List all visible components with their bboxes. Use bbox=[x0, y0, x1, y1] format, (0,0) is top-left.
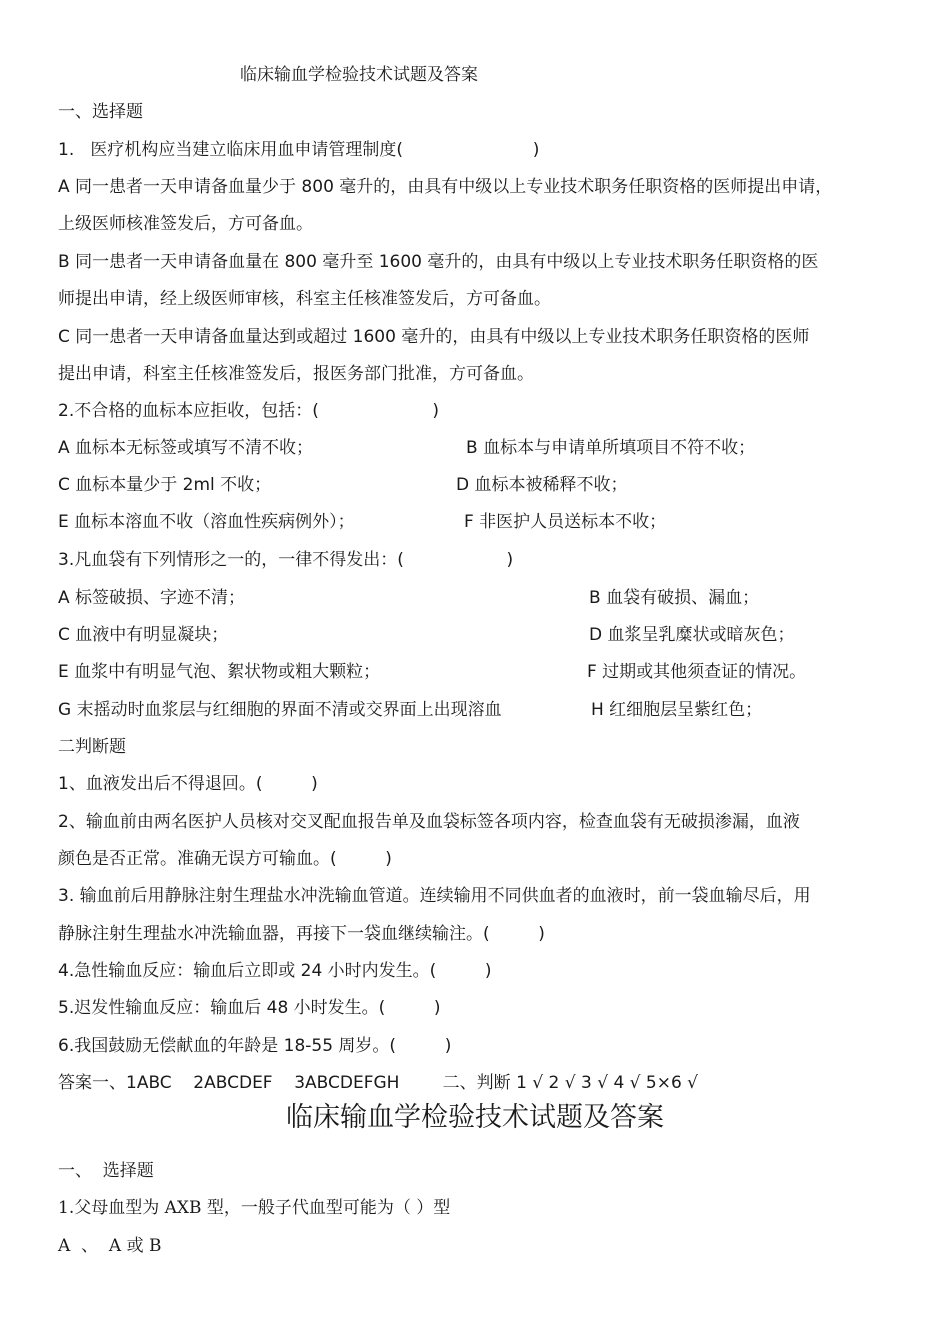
question-2-option-c: C 血标本量少于 2ml 不收； bbox=[58, 475, 272, 495]
question-1-option-c: C 同一患者一天申请备血量达到或超过 1600 毫升的，由具有中级以上专业技术职务任职资格的医师 bbox=[58, 327, 810, 347]
question-2-option-f: F 非医护人员送标本不收； bbox=[464, 512, 667, 532]
question-1-option-a: A 同一患者一天申请备血量少于 800 毫升的，由具有中级以上专业技术职务任职资格的医师提出申请， bbox=[58, 177, 833, 197]
true-false-3: 3. 输血前后用静脉注射生理盐水冲洗输血管道。连续输用不同供血者的血液时，前一袋血输尽后，用 bbox=[58, 886, 811, 906]
question-3-stem: 3.凡血袋有下列情形之一的，一律不得发出：( ) bbox=[58, 550, 514, 570]
document-title: 临床输血学检验技术试题及答案 bbox=[240, 65, 478, 85]
true-false-2: 2、输血前由两名医护人员核对交叉配血报告单及血袋标签各项内容，检查血袋有无破损渗漏，血液 bbox=[58, 812, 800, 832]
question-3-option-b: B 血袋有破损、漏血； bbox=[589, 588, 760, 608]
question-2-stem: 2.不合格的血标本应拒收，包括：( ) bbox=[58, 401, 439, 421]
answer-key: 答案一、1ABC 2ABCDEF 3ABCDEFGH 二、判断 1 √ 2 √ 3 √ 4 √ 5×6 √ bbox=[58, 1073, 699, 1093]
question-1-option-c-cont: 提出申请，科室主任核准签发后，报医务部门批准，方可备血。 bbox=[58, 364, 534, 384]
question-1-option-b: B 同一患者一天申请备血量在 800 毫升至 1600 毫升的，由具有中级以上专业技术职务任职资格的医 bbox=[58, 252, 819, 272]
question-3-option-d: D 血浆呈乳糜状或暗灰色； bbox=[589, 625, 795, 645]
question-3-option-h: H 红细胞层呈紫红色； bbox=[591, 700, 763, 720]
document-title-2: 临床输血学检验技术试题及答案 bbox=[286, 1102, 664, 1133]
question-2-option-b: B 血标本与申请单所填项目不符不收； bbox=[466, 438, 756, 458]
section-heading-choice-2: 一、 选择题 bbox=[58, 1161, 154, 1181]
section-heading-true-false: 二判断题 bbox=[58, 737, 126, 757]
true-false-1: 1、血液发出后不得退回。( ) bbox=[58, 774, 318, 794]
question-2-option-d: D 血标本被稀释不收； bbox=[456, 475, 628, 495]
true-false-2-cont: 颜色是否正常。准确无误方可输血。( ) bbox=[58, 849, 392, 869]
part2-question-1-option-a: A 、 A 或 B bbox=[58, 1236, 162, 1256]
question-3-option-a: A 标签破损、字迹不清； bbox=[58, 588, 246, 608]
question-1-option-a-cont: 上级医师核准签发后，方可备血。 bbox=[58, 214, 313, 234]
question-3-option-f: F 过期或其他须查证的情况。 bbox=[587, 662, 807, 682]
true-false-4: 4.急性输血反应：输血后立即或 24 小时内发生。( ) bbox=[58, 961, 492, 981]
section-heading-choice: 一、选择题 bbox=[58, 102, 143, 122]
question-3-option-c: C 血液中有明显凝块； bbox=[58, 625, 229, 645]
part2-question-1-stem: 1.父母血型为 AXB 型，一般子代血型可能为（ ）型 bbox=[58, 1198, 451, 1218]
question-1-option-b-cont: 师提出申请，经上级医师审核，科室主任核准签发后，方可备血。 bbox=[58, 289, 551, 309]
question-1-stem: 1. 医疗机构应当建立临床用血申请管理制度( ) bbox=[58, 140, 540, 160]
true-false-5: 5.迟发性输血反应：输血后 48 小时发生。( ) bbox=[58, 998, 441, 1018]
question-2-option-e: E 血标本溶血不收（溶血性疾病例外）； bbox=[58, 512, 355, 532]
true-false-3-cont: 静脉注射生理盐水冲洗输血器，再接下一袋血继续输注。( ) bbox=[58, 924, 545, 944]
question-3-option-g: G 末摇动时血浆层与红细胞的界面不清或交界面上出现溶血 bbox=[58, 700, 502, 720]
true-false-6: 6.我国鼓励无偿献血的年龄是 18-55 周岁。( ) bbox=[58, 1036, 452, 1056]
question-3-option-e: E 血浆中有明显气泡、絮状物或粗大颗粒； bbox=[58, 662, 381, 682]
question-2-option-a: A 血标本无标签或填写不清不收； bbox=[58, 438, 314, 458]
